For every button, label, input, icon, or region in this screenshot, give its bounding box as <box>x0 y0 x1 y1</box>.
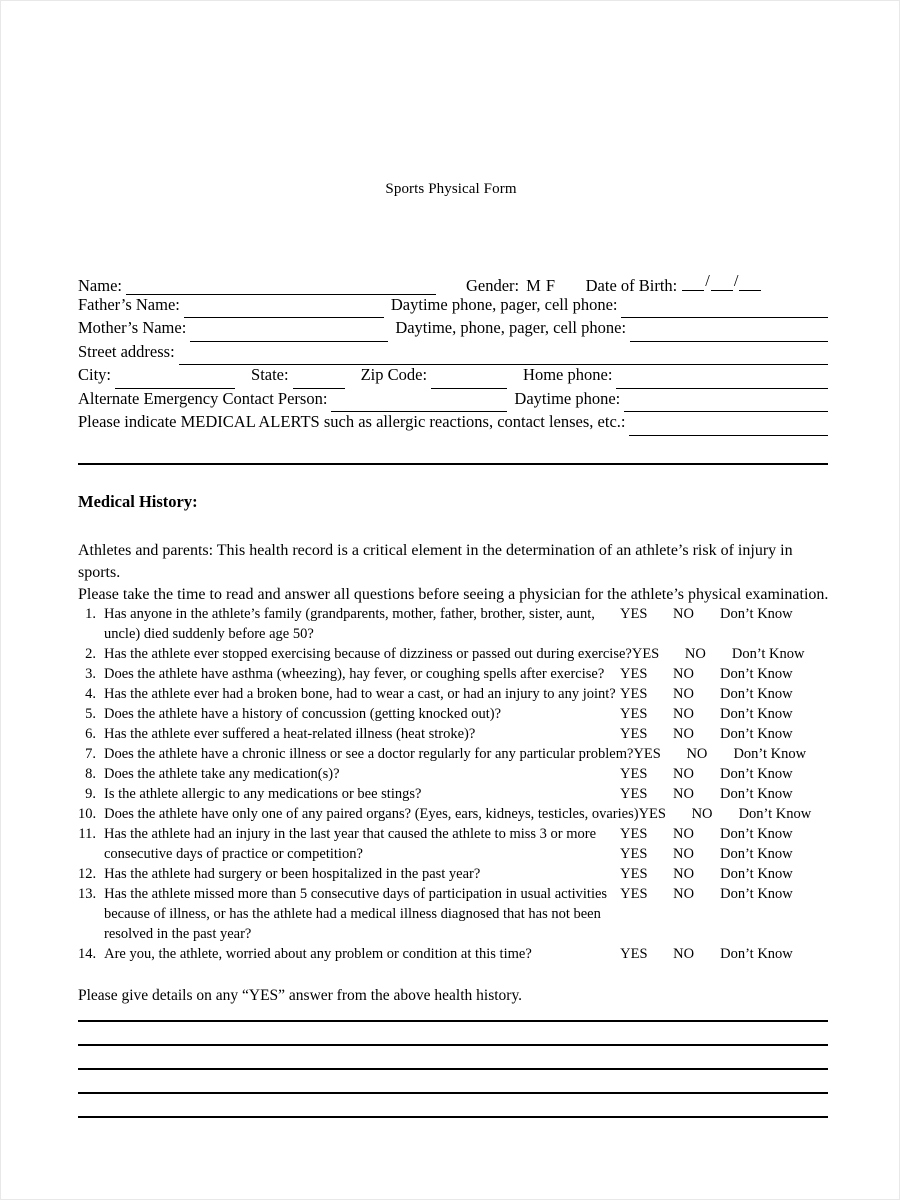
answer-option-no[interactable]: NO <box>673 766 694 782</box>
answer-options <box>633 746 806 763</box>
answer-option-yes[interactable]: YES <box>620 946 648 962</box>
street-address-input[interactable] <box>179 350 828 365</box>
answer-option-no[interactable]: NO <box>673 866 695 882</box>
answer-option-no[interactable]: NO <box>673 846 694 862</box>
question-number: 5. <box>85 706 96 722</box>
question-text: Does the athlete have asthma (wheezing), hay fever, or coughing spells after exercise? <box>104 666 605 682</box>
question-text: Has anyone in the athlete’s family (grandparents, mother, father, brother, sister, aunt, <box>104 606 595 622</box>
answer-option-no[interactable]: NO <box>673 786 694 802</box>
answer-option-dont-know[interactable]: Don’t Know <box>733 746 807 762</box>
alternate-contact-label: Alternate Emergency Contact Person: <box>78 388 328 408</box>
question-text: Is the athlete allergic to any medications or bee stings? <box>104 786 422 802</box>
state-input[interactable] <box>293 374 345 389</box>
answer-option-yes[interactable]: YES <box>620 846 648 862</box>
mothers-name-row <box>78 318 828 342</box>
question-number: 1. <box>85 606 96 622</box>
dob-year-blank[interactable] <box>739 276 761 291</box>
answer-option-yes[interactable]: YES <box>631 646 660 662</box>
answer-option-no[interactable]: NO <box>691 806 713 822</box>
fathers-phone-label: Daytime phone, pager, cell phone: <box>390 294 618 314</box>
intro-line-2: Please take the time to read and answer all questions before seeing a physician for the athlete’s physical examination. <box>78 586 829 603</box>
answer-options <box>620 846 793 863</box>
answer-option-yes[interactable]: YES <box>620 606 648 622</box>
answer-option-no[interactable]: NO <box>673 686 694 702</box>
question-number: 7. <box>85 746 96 762</box>
answer-option-dont-know[interactable]: Don’t Know <box>720 866 793 882</box>
question-row <box>78 866 830 886</box>
question-number: 13. <box>78 886 97 902</box>
answer-option-yes[interactable]: YES <box>620 666 648 682</box>
question-row <box>78 646 830 666</box>
name-label: Name: <box>78 276 122 295</box>
identification-block <box>78 271 828 436</box>
mothers-phone-input[interactable] <box>630 327 828 342</box>
street-address-label: Street address: <box>78 341 175 361</box>
question-row <box>78 726 830 746</box>
question-row <box>78 906 830 926</box>
question-number: 2. <box>85 646 96 662</box>
alternate-contact-input[interactable] <box>331 397 507 412</box>
intro-line-1: Athletes and parents: This health record is a critical element in the determination of an athlete’s risk of injury in sports. <box>78 542 793 581</box>
city-label: City: <box>78 365 112 384</box>
gender-label: Gender: <box>465 276 520 295</box>
home-phone-input[interactable] <box>616 374 828 389</box>
question-text: Has the athlete ever suffered a heat-related illness (heat stroke)? <box>104 726 476 742</box>
fathers-name-label: Father’s Name: <box>78 294 180 314</box>
answer-option-yes[interactable]: YES <box>638 806 666 822</box>
answer-option-yes[interactable]: YES <box>620 786 648 802</box>
answer-option-no[interactable]: NO <box>673 726 694 742</box>
answer-option-dont-know[interactable]: Don’t Know <box>720 706 793 722</box>
question-row <box>78 606 830 626</box>
home-phone-label: Home phone: <box>523 365 613 384</box>
page-title: Sports Physical Form <box>385 181 517 197</box>
question-number: 9. <box>85 786 96 802</box>
question-text: Does the athlete have only one of any paired organs? (Eyes, ears, kidneys, testicles, ovaries) <box>104 806 639 822</box>
question-row <box>78 846 830 866</box>
answer-option-no[interactable]: NO <box>684 646 706 662</box>
question-number: 10. <box>78 806 97 822</box>
answer-option-no[interactable]: NO <box>686 746 708 762</box>
question-number: 14. <box>78 946 97 962</box>
answer-options <box>639 806 812 823</box>
answer-option-yes[interactable]: YES <box>633 746 661 762</box>
question-text: Are you, the athlete, worried about any problem or condition at this time? <box>104 946 532 962</box>
answer-options <box>620 766 793 783</box>
answer-options <box>620 946 793 963</box>
medical-alerts-input[interactable] <box>629 421 828 436</box>
dob-month-blank[interactable] <box>682 276 704 291</box>
answer-options <box>632 646 805 663</box>
state-label: State: <box>251 365 289 384</box>
question-row <box>78 826 830 846</box>
question-number: 8. <box>85 766 96 782</box>
details-write-line[interactable] <box>78 1044 828 1046</box>
question-text: Has the athlete ever stopped exercising because of dizziness or passed out during exercise? <box>104 646 632 662</box>
answer-option-dont-know[interactable]: Don’t Know <box>738 806 812 822</box>
street-address-row <box>78 342 828 366</box>
question-row <box>78 706 830 726</box>
name-gender-dob-row <box>78 271 828 295</box>
answer-option-yes[interactable]: YES <box>620 826 648 842</box>
answer-option-dont-know[interactable]: Don’t Know <box>720 946 793 962</box>
mothers-name-label: Mother’s Name: <box>78 318 187 337</box>
dob-slash-2: / <box>733 271 739 290</box>
medical-history-heading: Medical History: <box>78 492 198 511</box>
answer-option-yes[interactable]: YES <box>620 726 648 742</box>
details-write-line[interactable] <box>78 1020 828 1022</box>
question-text: Has the athlete had surgery or been hospitalized in the past year? <box>104 866 481 882</box>
answer-options <box>620 866 793 883</box>
answer-option-dont-know[interactable]: Don’t Know <box>720 886 793 902</box>
question-text: Has the athlete ever had a broken bone, had to wear a cast, or had an injury to any joint? <box>104 686 616 702</box>
gender-options[interactable]: M F <box>526 276 556 295</box>
fathers-name-row <box>78 295 828 319</box>
question-number: 3. <box>85 666 96 682</box>
question-text: Does the athlete have a chronic illness or see a doctor regularly for any particular problem? <box>104 746 634 762</box>
question-text: consecutive days of practice or competition? <box>104 846 363 862</box>
details-write-line[interactable] <box>78 1068 828 1070</box>
answer-option-yes[interactable]: YES <box>620 866 648 882</box>
identification-separator-rule <box>78 463 828 465</box>
medical-alerts-label: Please indicate MEDICAL ALERTS such as allergic reactions, contact lenses, etc.: <box>78 412 626 431</box>
question-row <box>78 886 830 906</box>
question-number: 6. <box>85 726 96 742</box>
date-of-birth-input[interactable] <box>682 271 761 291</box>
fathers-phone-input[interactable] <box>621 303 828 318</box>
answer-options <box>620 886 793 903</box>
question-row <box>78 766 830 786</box>
answer-option-no[interactable]: NO <box>673 606 694 622</box>
answer-option-dont-know[interactable]: Don’t Know <box>720 786 793 802</box>
city-state-zip-row <box>78 365 828 389</box>
alternate-contact-row <box>78 389 828 413</box>
question-text: Has the athlete had an injury in the last year that caused the athlete to miss 3 or more <box>104 826 597 842</box>
question-row <box>78 686 830 706</box>
answer-options <box>620 726 793 743</box>
mothers-name-input[interactable] <box>190 327 388 342</box>
mothers-phone-label: Daytime, phone, pager, cell phone: <box>395 318 627 337</box>
alternate-daytime-phone-label: Daytime phone: <box>514 388 621 408</box>
city-input[interactable] <box>115 374 235 389</box>
answer-option-no[interactable]: NO <box>673 666 694 682</box>
details-prompt: Please give details on any “YES” answer from the above health history. <box>78 987 523 1004</box>
question-text: uncle) died suddenly before age 50? <box>104 626 314 642</box>
question-number: 12. <box>78 866 97 882</box>
answer-option-yes[interactable]: YES <box>620 766 648 782</box>
answer-option-no[interactable]: NO <box>673 826 694 842</box>
answer-option-no[interactable]: NO <box>673 886 695 902</box>
fathers-name-input[interactable] <box>184 303 384 318</box>
answer-options <box>620 826 793 843</box>
medical-alerts-row <box>78 412 828 436</box>
alternate-daytime-phone-input[interactable] <box>624 397 828 412</box>
details-write-line[interactable] <box>78 1116 828 1118</box>
answer-options <box>620 606 793 623</box>
dob-slash-1: / <box>705 271 710 290</box>
question-row <box>78 806 830 826</box>
answer-option-yes[interactable]: YES <box>620 706 648 722</box>
question-row <box>78 666 830 686</box>
answer-option-dont-know[interactable]: Don’t Know <box>720 826 793 842</box>
question-text: Does the athlete have a history of concussion (getting knocked out)? <box>104 706 502 722</box>
name-input[interactable] <box>126 280 436 295</box>
answer-option-yes[interactable]: YES <box>620 686 648 702</box>
answer-option-dont-know[interactable]: Don’t Know <box>720 726 793 742</box>
date-of-birth-label: Date of Birth: <box>585 276 678 295</box>
question-row <box>78 946 830 966</box>
answer-option-dont-know[interactable]: Don’t Know <box>720 846 793 862</box>
answer-option-dont-know[interactable]: Don’t Know <box>720 686 793 702</box>
answer-options <box>620 786 793 803</box>
answer-options <box>620 666 793 683</box>
answer-option-dont-know[interactable]: Don’t Know <box>731 646 805 662</box>
answer-option-no[interactable]: NO <box>673 946 695 962</box>
question-number: 4. <box>85 686 96 702</box>
question-text: because of illness, or has the athlete had a medical illness diagnosed that has not been <box>104 906 601 922</box>
question-row <box>78 626 830 646</box>
answer-option-dont-know[interactable]: Don’t Know <box>720 666 793 682</box>
answer-option-yes[interactable]: YES <box>620 886 648 902</box>
question-text: resolved in the past year? <box>104 926 252 942</box>
answer-option-dont-know[interactable]: Don’t Know <box>720 606 793 622</box>
dob-day-blank[interactable] <box>711 276 733 291</box>
question-text: Has the athlete missed more than 5 consecutive days of participation in usual activities <box>104 886 608 902</box>
answer-option-no[interactable]: NO <box>673 706 694 722</box>
question-row <box>78 786 830 806</box>
answer-options <box>620 686 793 703</box>
question-row <box>78 926 830 946</box>
medical-history-question-list <box>78 606 830 966</box>
question-number: 11. <box>78 826 96 842</box>
answer-option-dont-know[interactable]: Don’t Know <box>720 766 793 782</box>
zip-code-label: Zip Code: <box>360 365 428 384</box>
answer-options <box>620 706 793 723</box>
question-row <box>78 746 830 766</box>
medical-history-intro <box>78 540 830 606</box>
details-write-line[interactable] <box>78 1092 828 1094</box>
zip-code-input[interactable] <box>431 374 507 389</box>
question-text: Does the athlete take any medication(s)? <box>104 766 340 782</box>
